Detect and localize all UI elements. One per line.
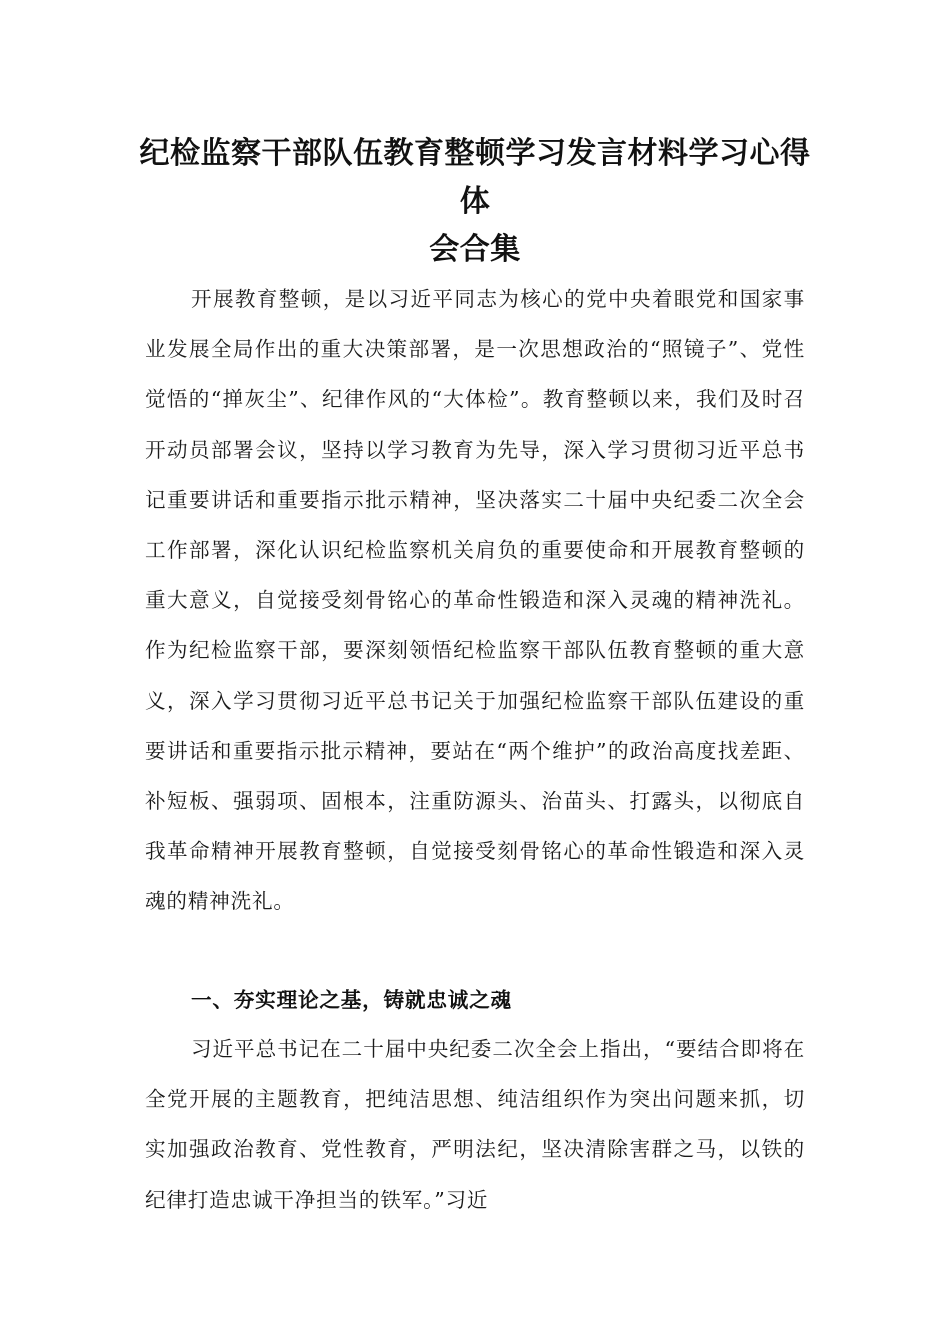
- body-paragraph-1: 开展教育整顿，是以习近平同志为核心的党中央着眼党和国家事业发展全局作出的重大决策部署，是一次思想政治的“照镜子”、党性觉悟的“掸灰尘”、纪律作风的“大体检”。教育整顿以来，我们及时召开动员部署会议，坚持以学习教育为先导，深入学习贯彻习近平总书记重要讲话和重要指示批示精神，坚决落实二十届中央纪委二次全会工作部署，深化认识纪检监察机关肩负的重要使命和开展教育整顿的重大意义，自觉接受刻骨铭心的革命性锻造和深入灵魂的精神洗礼。作为纪检监察干部，要深刻领悟纪检监察干部队伍教育整顿的重大意义，深入学习贯彻习近平总书记关于加强纪检监察干部队伍建设的重要讲话和重要指示批示精神，要站在“两个维护”的政治高度找差距、补短板、强弱项、固根本，注重防源头、治苗头、打露头，以彻底自我革命精神开展教育整顿，自觉接受刻骨铭心的革命性锻造和深入灵魂的精神洗礼。: [145, 287, 805, 914]
- section-heading-1: 一、夯实理论之基，铸就忠诚之魂: [191, 988, 512, 1012]
- title-line-2: 会合集: [429, 232, 521, 267]
- body-paragraph-2: 习近平总书记在二十届中央纪委二次全会上指出，“要结合即将在全党开展的主题教育，把纯洁思想、纯洁组织作为突出问题来抓，切实加强政治教育、党性教育，严明法纪，坚决清除害群之马，以铁的纪律打造忠诚干净担当的铁军。”习近: [145, 1037, 805, 1212]
- title-line-1: 纪检监察干部队伍教育整顿学习发言材料学习心得体: [139, 136, 811, 219]
- document-title: [135, 130, 815, 274]
